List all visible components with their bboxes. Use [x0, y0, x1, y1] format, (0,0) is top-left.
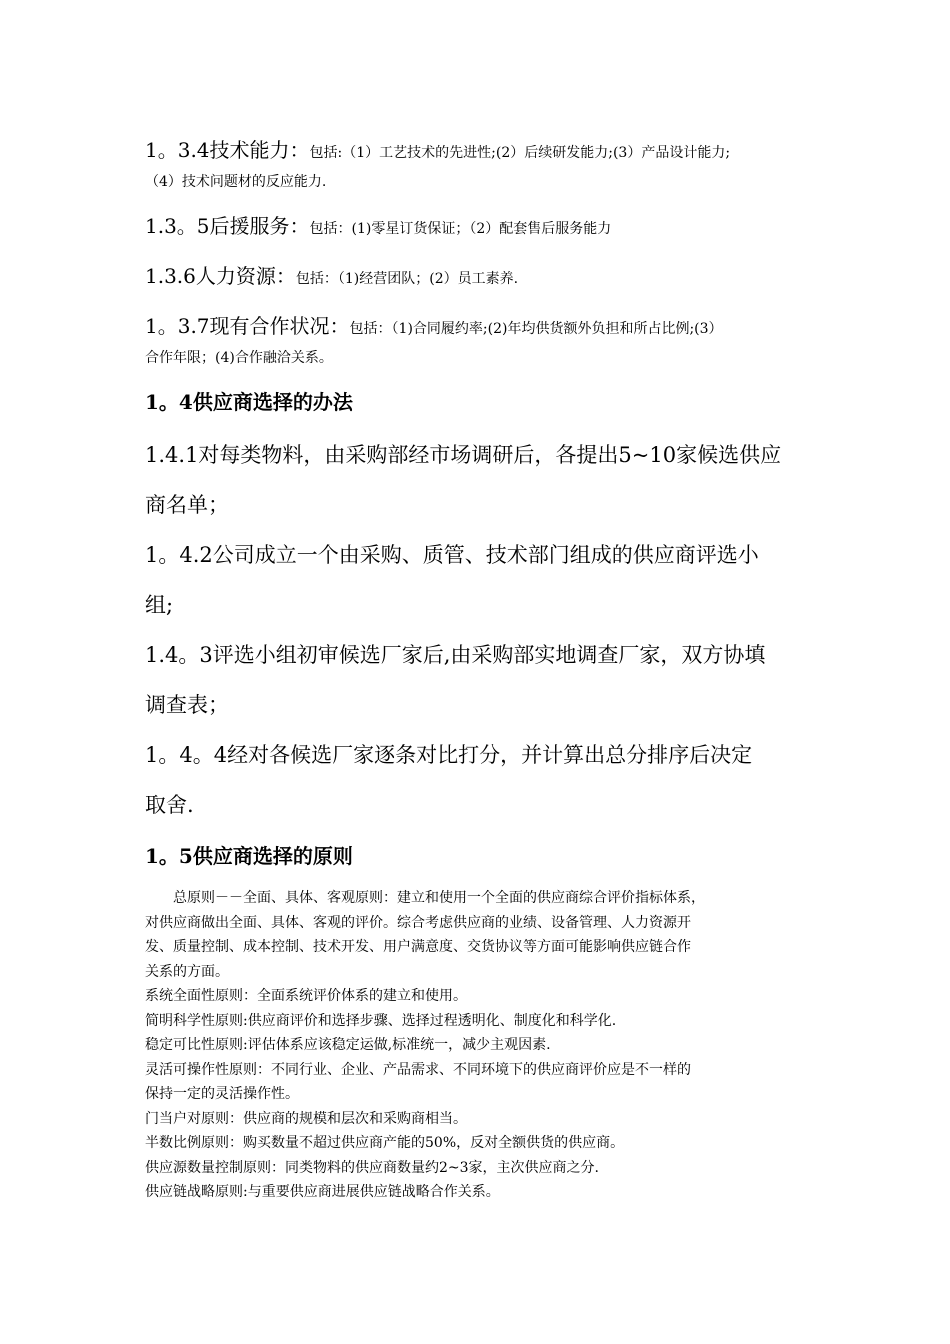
- paragraph-line: 组;: [145, 593, 174, 617]
- section-1-4-heading: 1。4供应商选择的办法: [145, 390, 353, 414]
- principle-systematic: 系统全面性原则：全面系统评价体系的建立和使用。: [145, 988, 467, 1004]
- item-title: 1。3.4技术能力：: [145, 138, 310, 162]
- paragraph-line: 对供应商做出全面、具体、客观的评价。综合考虑供应商的业绩、设备管理、人力资源开: [145, 914, 691, 931]
- principle-source-count: 供应源数量控制原则：同类物料的供应商数量约2~3家，主次供应商之分.: [145, 1159, 599, 1176]
- principle-scientific: 简明科学性原则:供应商评价和选择步骤、选择过程透明化、制度化和科学化.: [145, 1012, 617, 1029]
- principle-half-ratio: 半数比例原则：购买数量不超过供应商产能的50%，反对全额供货的供应商。: [145, 1135, 625, 1151]
- item-human-resources: [145, 264, 810, 291]
- item-desc: 包括：（1)经营团队；(2）员工素养.: [295, 271, 519, 287]
- section-1-5-heading: 1。5供应商选择的原则: [145, 844, 353, 868]
- item-title: 1.3.6人力资源：: [145, 264, 296, 288]
- item-support-service: [145, 214, 810, 241]
- item-desc-cont: （4）技术问题材的反应能力.: [145, 174, 327, 190]
- principle-flexible: 灵活可操作性原则：不同行业、企业、产品需求、不同环境下的供应商评价应是不一样的: [145, 1061, 691, 1078]
- item-desc: 包括:（1）工艺技术的先进性;(2）后续研发能力;(3）产品设计能力;: [309, 145, 731, 161]
- paragraph-line: 总原则－－全面、具体、客观原则：建立和使用一个全面的供应商综合评价指标体系，: [173, 890, 705, 906]
- principle-matching: 门当户对原则：供应商的规模和层次和采购商相当。: [145, 1110, 467, 1127]
- paragraph-line: 1。4.2公司成立一个由采购、质管、技术部门组成的供应商评选小: [145, 543, 759, 567]
- paragraph-line: 调查表；: [145, 693, 229, 717]
- paragraph-line: 保持一定的灵活操作性。: [145, 1086, 299, 1102]
- principle-stable: 稳定可比性原则:评估体系应该稳定运做,标准统一，减少主观因素.: [145, 1037, 551, 1053]
- paragraph-line: 取舍.: [145, 793, 194, 817]
- item-desc: 包括：（1)合同履约率;(2)年均供货额外负担和所占比例;(3）: [349, 321, 723, 337]
- item-technical-capability: [145, 138, 810, 196]
- section-1-4-body: [145, 430, 810, 830]
- item-title: 1。3.7现有合作状况：: [145, 314, 350, 338]
- paragraph-line: 发、质量控制、成本控制、技术开发、用户满意度、交货协议等方面可能影响供应链合作: [145, 939, 691, 955]
- paragraph-line: 商名单；: [145, 493, 229, 517]
- section-1-5-body: [145, 886, 810, 1205]
- item-desc: 包括：(1)零星订货保证；（2）配套售后服务能力: [309, 221, 612, 237]
- paragraph-line: 1。4。4经对各候选厂家逐条对比打分，并计算出总分排序后决定: [145, 743, 753, 767]
- item-desc-cont: 合作年限；(4)合作融洽关系。: [145, 350, 333, 366]
- item-cooperation-status: [145, 314, 810, 372]
- paragraph-line: 1.4.1对每类物料，由采购部经市场调研后，各提出5~10家候选供应: [145, 443, 782, 467]
- item-title: 1.3。5后援服务：: [145, 214, 310, 238]
- paragraph-line: 1.4。3评选小组初审候选厂家后,由采购部实地调查厂家，双方协填: [145, 643, 766, 667]
- principle-strategic: 供应链战略原则:与重要供应商进展供应链战略合作关系。: [145, 1184, 500, 1200]
- paragraph-line: 关系的方面。: [145, 963, 229, 980]
